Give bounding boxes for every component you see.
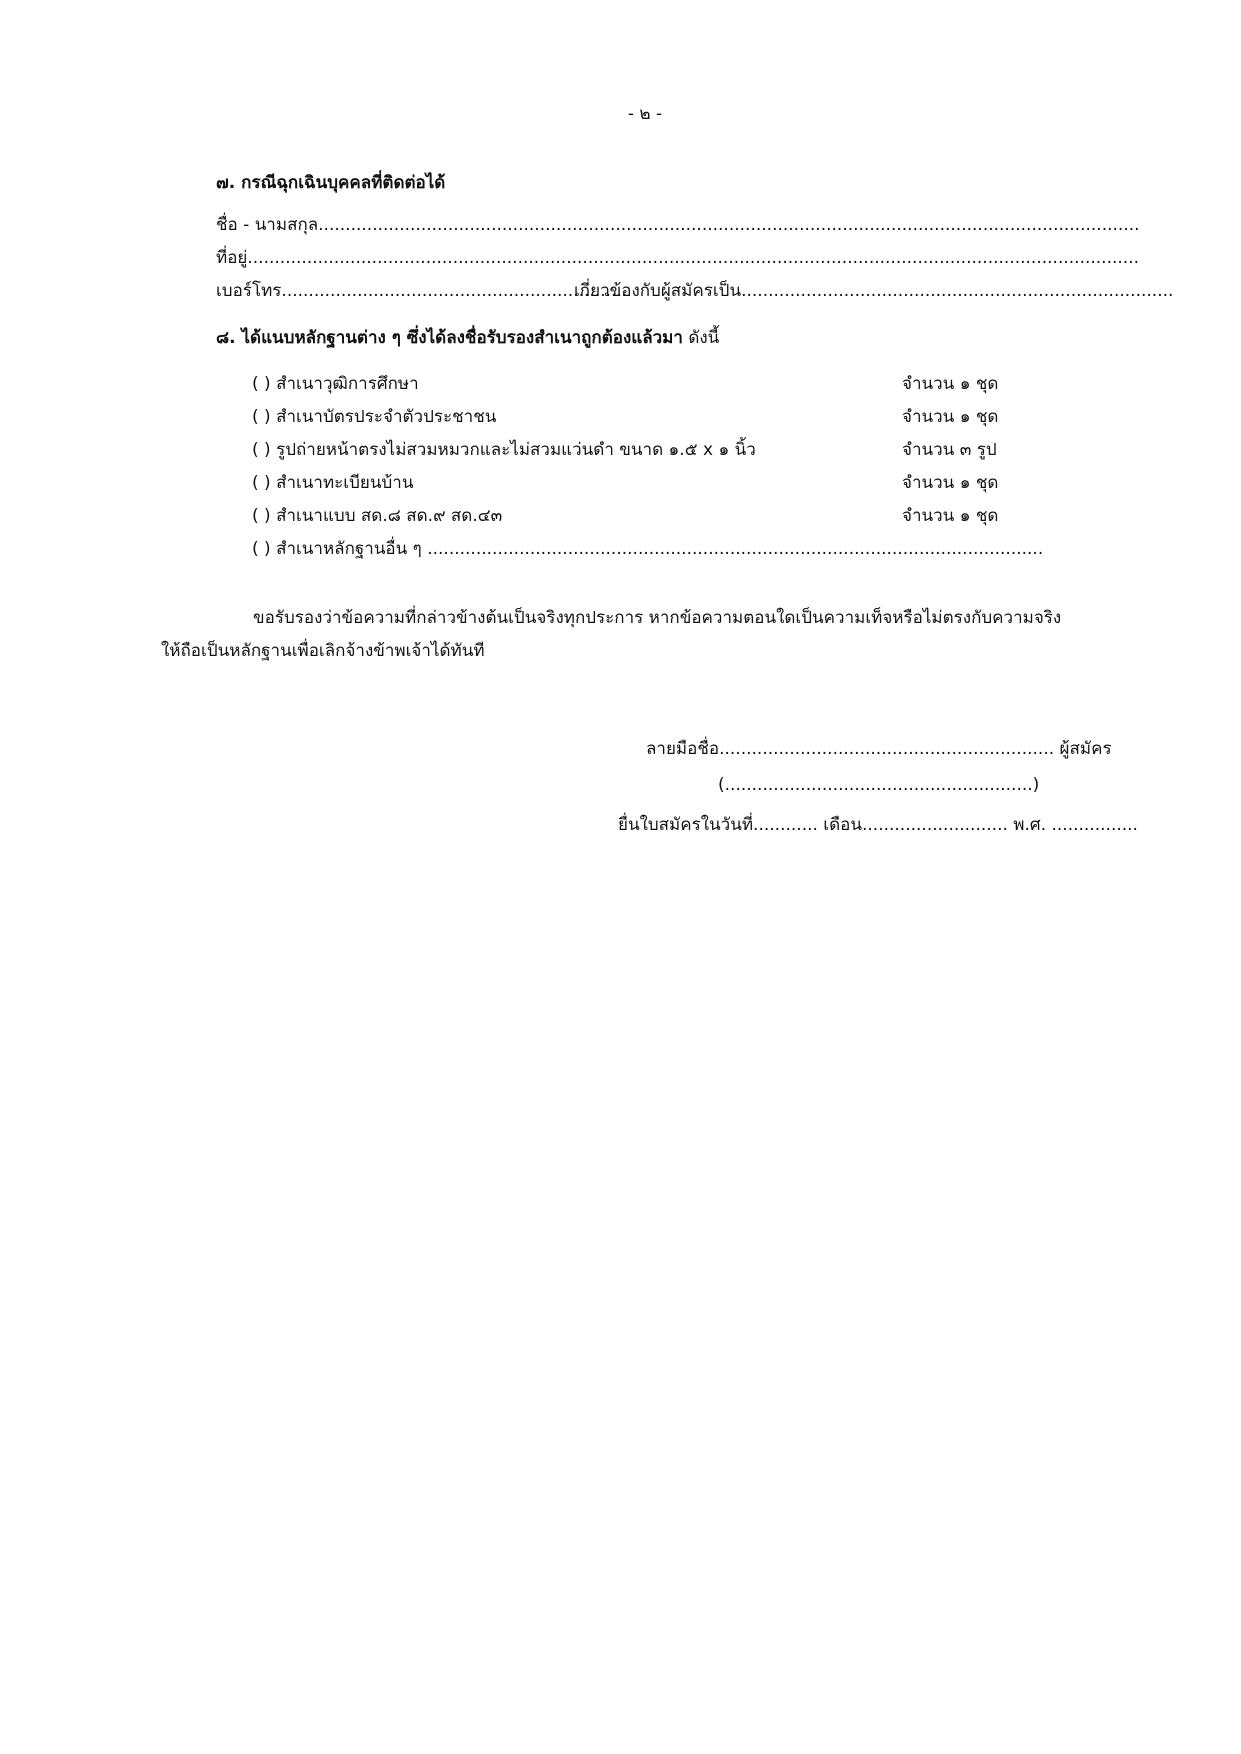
attachment-item-quantity: จำนวน ๑ ชุด xyxy=(902,473,999,493)
emergency-contact-phone-line: เบอร์โทร................................................................ xyxy=(216,281,628,301)
attachment-item-label: ( ) สำเนาวุฒิการศึกษา xyxy=(252,374,419,394)
attachment-item-quantity: จำนวน ๑ ชุด xyxy=(902,407,999,427)
applicant-printed-name-line: (.........................................................) xyxy=(718,775,1040,795)
page-number: - ๒ - xyxy=(627,104,663,124)
attachment-item-label: ( ) สำเนาบัตรประจำตัวประชาชน xyxy=(252,407,497,427)
declaration-line-2: ให้ถือเป็นหลักฐานเพื่อเลิกจ้างข้าพเจ้าได้ทันที xyxy=(161,641,485,661)
attachment-item-label: ( ) สำเนาแบบ สด.๘ สด.๙ สด.๔๓ xyxy=(252,506,503,526)
emergency-contact-relation-line: เกี่ยวข้องกับผู้สมัครเป็น................................................................................ xyxy=(574,281,1174,301)
section-8-heading-tail: ดังนี้ xyxy=(682,328,720,348)
application-date-line: ยื่นใบสมัครในวันที่............ เดือน........................... พ.ศ. ................ xyxy=(618,815,1138,835)
attachment-item-quantity: จำนวน ๓ รูป xyxy=(902,440,997,460)
attachment-item-label: ( ) สำเนาหลักฐานอื่น ๆ .................................................................................................................. xyxy=(252,539,1044,559)
section-8-heading-bold: ๘. ได้แนบหลักฐานต่าง ๆ ซึ่งได้ลงชื่อรับรองสำเนาถูกต้องแล้วมา xyxy=(216,328,683,348)
attachment-item-label: ( ) สำเนาทะเบียนบ้าน xyxy=(252,473,414,493)
emergency-contact-name-line: ชื่อ - นามสกุล........................................................................................................................................................ xyxy=(216,215,1140,235)
section-7-heading: ๗. กรณีฉุกเฉินบุคคลที่ติดต่อได้ xyxy=(216,173,446,193)
section-8-heading xyxy=(216,327,719,349)
emergency-contact-address-line: ที่อยู่..................................................................................................................................................................... xyxy=(216,248,1140,268)
attachment-item-quantity: จำนวน ๑ ชุด xyxy=(902,506,999,526)
declaration-line-1: ขอรับรองว่าข้อความที่กล่าวข้างต้นเป็นจริงทุกประการ หากข้อความตอนใดเป็นความเท็จหรือไม่ตรงกับความจริง xyxy=(253,608,1062,628)
attachment-item-quantity: จำนวน ๑ ชุด xyxy=(902,374,999,394)
applicant-signature-line: ลายมือชื่อ.............................................................. ผู้สมัคร xyxy=(646,739,1112,759)
attachment-item-label: ( ) รูปถ่ายหน้าตรงไม่สวมหมวกและไม่สวมแว่นดำ ขนาด ๑.๕ x ๑ นิ้ว xyxy=(252,440,756,460)
